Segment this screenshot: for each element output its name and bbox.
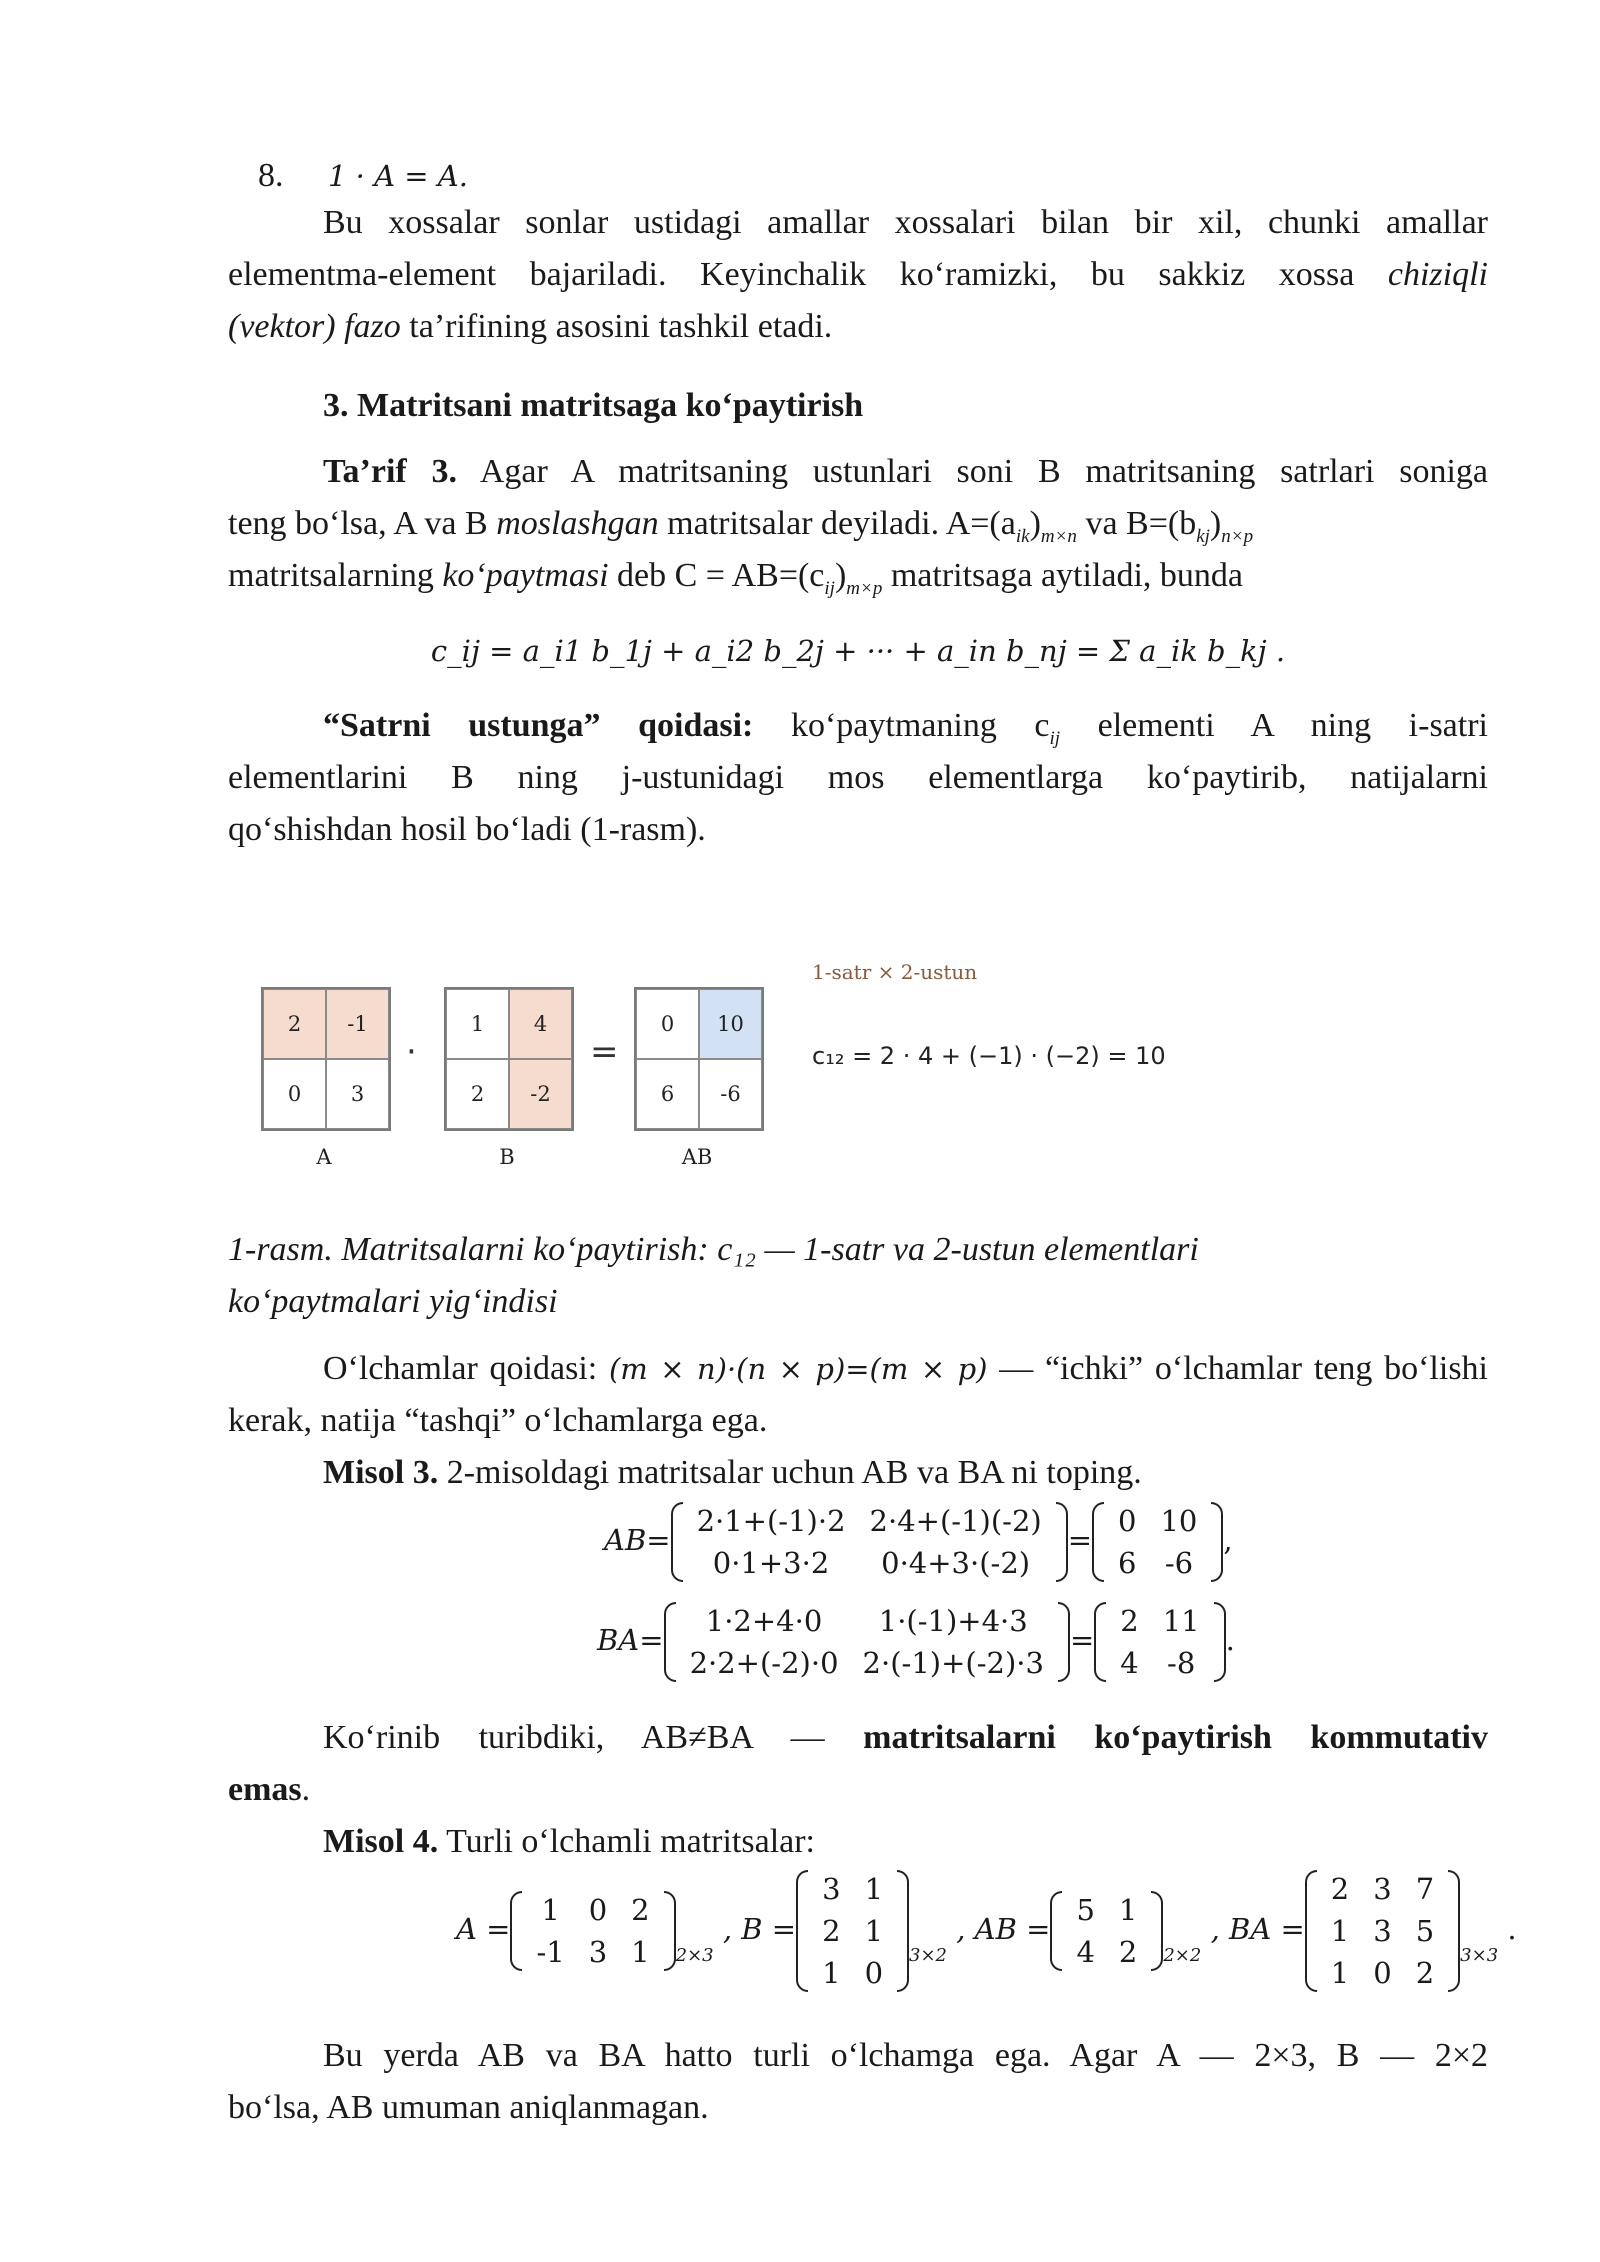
- matrix-entry: -8: [1167, 1646, 1196, 1680]
- matrix-entry: -6: [1164, 1546, 1194, 1580]
- paragraph-line: Bu xossalar sonlar ustidagi amallar xossalari bilan bir xil, chunki amallar: [323, 204, 1488, 241]
- matrix-entry: 1: [1330, 1956, 1350, 1990]
- matrix-entry: 0·4+3·(-2): [881, 1546, 1031, 1580]
- final-paragraph-line: bo‘lsa, AB umuman aniqlanmagan.: [228, 2089, 709, 2126]
- paragraph-line: (vektor) fazo ta’rifining asosini tashkil etadi.: [228, 308, 833, 345]
- example-heading: Misol 4. Turli o‘lchamli matritsalar:: [323, 1823, 816, 1860]
- matrix-entry: 5: [1076, 1893, 1095, 1927]
- rule-line: qo‘shishdan hosil bo‘ladi (1-rasm).: [228, 811, 706, 848]
- matrix-expression: [671, 1500, 1068, 1584]
- matrix-entry: 10: [1160, 1504, 1198, 1538]
- matrix-entry: 1: [631, 1935, 650, 1969]
- example4-matrices: A = 1 0 2 -1 3 1 $_{2\times 3}$ , B = 3 1 2 1 1 0 $_{3\times 2}$ , AB = 5 1 4 2 $_{2\times 2}$ , BA = 2 3 7 1 3 5 1 0 2 $_{3\times 3}$ .: [456, 1868, 1517, 1994]
- matrix-cell: 0: [636, 989, 699, 1059]
- definition-line: Ta’rif 3. Agar A matritsaning ustunlari soni B matritsaning satrlari soniga: [323, 453, 1488, 490]
- matrix-entry: 5: [1415, 1914, 1435, 1948]
- list-number: 8.: [258, 157, 284, 194]
- matrix-ab-grid: [634, 987, 764, 1131]
- matrix-entry: 1: [864, 1914, 884, 1948]
- matrix-entry: 4: [1120, 1646, 1139, 1680]
- matrix-entry: 2: [1118, 1935, 1138, 1969]
- figure-caption: ko‘paytmalari yig‘indisi: [228, 1283, 558, 1320]
- matrix-b-grid: [444, 987, 574, 1131]
- final-paragraph-line: Bu yerda AB va BA hatto turli o‘lchamga ega. Agar A — 2×3, B — 2×2: [323, 2037, 1488, 2074]
- definition-line: matritsalarning ko‘paytmasi deb $C = AB=(c_{ij})_{m\times p}$ matritsaga aytiladi, bunda: [228, 557, 1244, 599]
- matrix-entry: 2: [1330, 1872, 1350, 1906]
- matrix-cell: -6: [699, 1059, 762, 1129]
- matrix-entry: 2·4+(-1)(-2): [869, 1504, 1042, 1538]
- matrix-cell: 3: [326, 1059, 389, 1129]
- matrix-entry: 3: [1373, 1914, 1392, 1948]
- matrix-entry: 2: [631, 1893, 650, 1927]
- conclusion-line: emas.: [228, 1771, 311, 1808]
- matrix-a-grid: [261, 987, 391, 1131]
- matrix-entry: 2: [1120, 1604, 1139, 1638]
- matrix-entry: 2: [822, 1914, 841, 1948]
- figure-note: 1-satr × 2-ustun: [812, 960, 978, 984]
- matrix-entry: 1·(-1)+4·3: [878, 1604, 1028, 1638]
- matrix-cell: -2: [509, 1059, 572, 1129]
- matrix-cell: 4: [509, 989, 572, 1059]
- rule-line: elementlarini B ning j-ustunidagi mos elementlarga ko‘paytirib, natijalarni: [228, 759, 1488, 796]
- matrix-cell: 10: [699, 989, 762, 1059]
- matrix-entry: 3: [822, 1872, 841, 1906]
- conclusion-line: Ko‘rinib turibdiki, AB≠BA — matritsalarni ko‘paytirish kommutativ: [323, 1719, 1488, 1756]
- matrix-label: B: [499, 1145, 515, 1169]
- matrix-cell: 6: [636, 1059, 699, 1129]
- matrix-entry: 0: [1118, 1504, 1137, 1538]
- equals-sign: =: [590, 1032, 619, 1072]
- ab-computation: AB= 2·1+(-1)·2 2·4+(-1)(-2) 0·1+3·2 0·4+3·(-2) = 0 10 6 -6 ,: [604, 1500, 1233, 1584]
- list-item-8: [258, 150, 1518, 202]
- matrix-cell: 2: [446, 1059, 509, 1129]
- matrix-entry: 0·1+3·2: [712, 1546, 830, 1580]
- matrix-entry: 0: [588, 1893, 608, 1927]
- matrix-entry: 0: [864, 1956, 884, 1990]
- matrix-result: [1094, 1600, 1225, 1684]
- matrix-cell: 0: [263, 1059, 326, 1129]
- matrix-entry: 1: [1118, 1893, 1138, 1927]
- matrix-result: [1092, 1500, 1223, 1584]
- matrix-entry: 1·2+4·0: [705, 1604, 823, 1638]
- figure-caption: 1-rasm. Matritsalarni ko‘paytirish: c₁₂ — 1-satr va 2-ustun elementlari: [228, 1231, 1199, 1268]
- definition-line: teng bo‘lsa, A va B moslashgan matritsalar deyiladi. $A=(a_{ik})_{m\times n}$ va $B=(b_{kj})_{n\times p}$: [228, 505, 1254, 547]
- matrix-entry: 2·2+(-2)·0: [689, 1646, 839, 1680]
- matrix-entry: 3: [1373, 1872, 1392, 1906]
- dimension-rule-line: kerak, natija “tashqi” o‘lchamlarga ega.: [228, 1402, 768, 1439]
- matrix-entry: 1: [541, 1893, 560, 1927]
- ba-computation: BA= 1·2+4·0 1·(-1)+4·3 2·2+(-2)·0 2·(-1)+(-2)·3 = 2 11 4 -8 .: [597, 1600, 1235, 1684]
- matrix-entry: 11: [1162, 1604, 1200, 1638]
- matrix-entry: 0: [1373, 1956, 1392, 1990]
- paragraph-line: elementma-element bajariladi. Keyinchalik ko‘ramizki, bu sakkiz xossa chiziqli: [228, 256, 1488, 293]
- matrix-product-figure: [0, 960, 1600, 1200]
- matrix-label: AB: [681, 1145, 713, 1169]
- matrix-cell: 2: [263, 989, 326, 1059]
- matrix-label: A: [316, 1145, 332, 1169]
- matrix-entry: 6: [1118, 1546, 1137, 1580]
- matrix-entry: -1: [536, 1935, 565, 1969]
- matrix-entry: 7: [1415, 1872, 1435, 1906]
- matrix-entry: 2: [1415, 1956, 1435, 1990]
- matrix-entry: 1: [864, 1872, 884, 1906]
- matrix-entry: 2·1+(-1)·2: [696, 1504, 846, 1538]
- matrix-cell: 1: [446, 989, 509, 1059]
- matrix-expression: [664, 1600, 1070, 1684]
- matrix-entry: 2·(-1)+(-2)·3: [862, 1646, 1044, 1680]
- product-formula: c_ij = a_i1 b_1j + a_i2 b_2j + ··· + a_in b_nj = Σ a_ik b_kj .: [430, 634, 1286, 668]
- matrix-entry: 1: [822, 1956, 841, 1990]
- figure-equation: c₁₂ = 2 · 4 + (−1) · (−2) = 10: [812, 1042, 1166, 1070]
- matrix-cell: -1: [326, 989, 389, 1059]
- section-heading: 3. Matritsani matritsaga ko‘paytirish: [323, 387, 864, 424]
- dot-operator: ·: [406, 1032, 417, 1072]
- dimension-rule-line: O‘lchamlar qoidasi: (m × n)·(n × p)=(m × p) — “ichki” o‘lchamlar teng bo‘lishi: [323, 1350, 1488, 1387]
- matrix-entry: 4: [1076, 1935, 1095, 1969]
- matrix-entry: 3: [588, 1935, 608, 1969]
- example-heading: Misol 3. 2-misoldagi matritsalar uchun AB va BA ni toping.: [323, 1454, 1142, 1491]
- rule-line: “Satrni ustunga” qoidasi: ko‘paytmaning $c_{ij}$ elementi A ning i-satri: [323, 707, 1488, 749]
- matrix-entry: 1: [1330, 1914, 1350, 1948]
- property-formula: 1 · A = A.: [328, 159, 468, 193]
